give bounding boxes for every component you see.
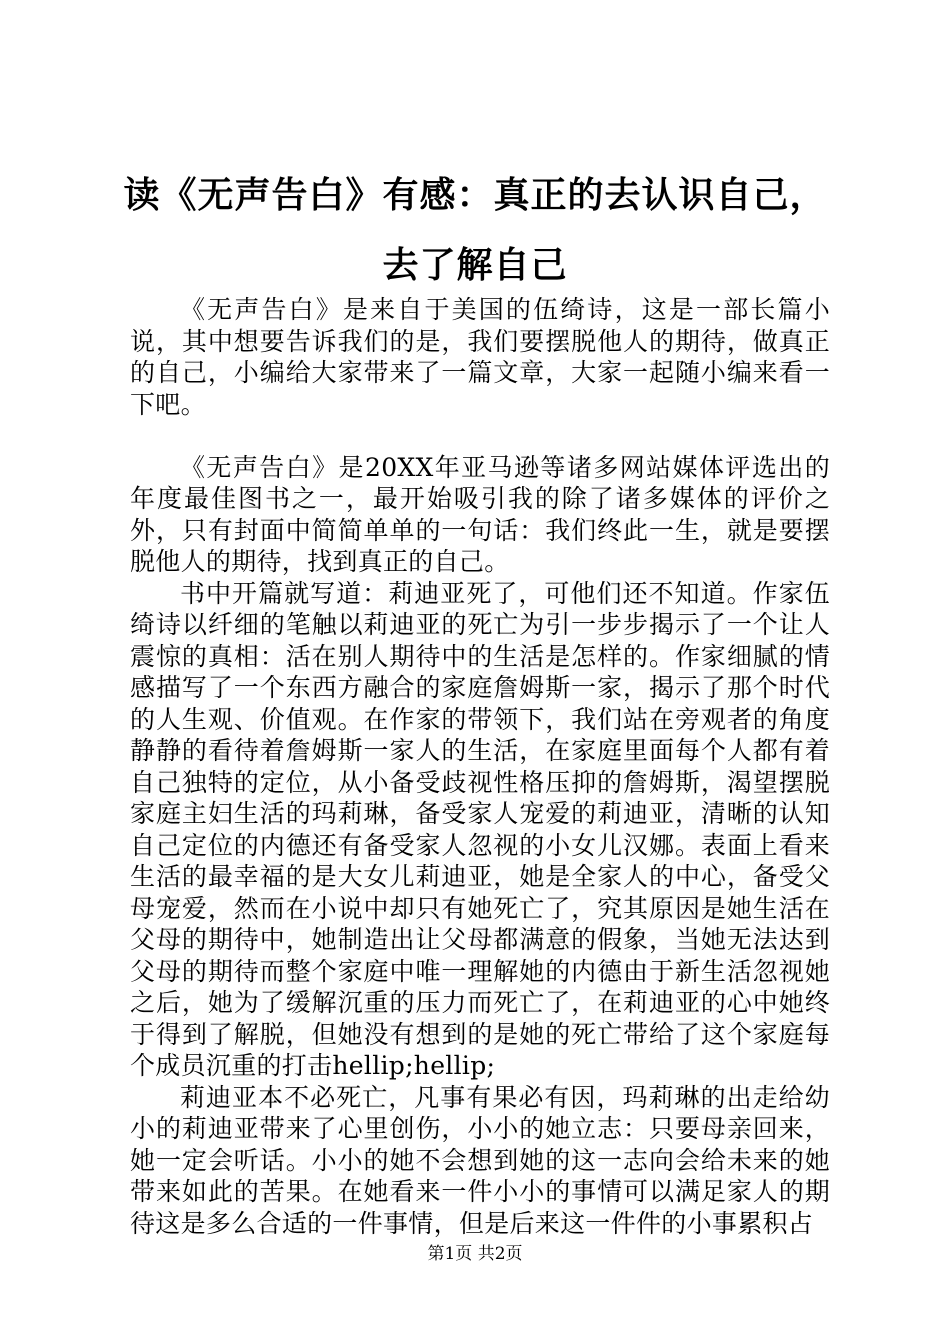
body-paragraph: 书中开篇就写道：莉迪亚死了，可他们还不知道。作家伍绮诗以纤细的笔触以莉迪亚的死亡为引一步步揭示了一个让人震惊的真相：活在别人期待中的生活是怎样的。作家细腻的情感描写了一个东西方融合的家庭詹姆斯一家，揭示了那个时代的人生观、价值观。在作家的带领下，我们站在旁观者的角度静静的看待着詹姆斯一家人的生活，在家庭里面每个人都有着自己独特的定位，从小备受歧视性格压抑的詹姆斯，渴望摆脱家庭主妇生活的玛莉琳，备受家人宠爱的莉迪亚，清晰的认知自己定位的内德还有备受家人忽视的小女儿汉娜。表面上看来生活的最幸福的是大女儿莉迪亚，她是全家人的中心，备受父母宠爱，然而在小说中却只有她死亡了，究其原因是她生活在父母的期待中，她制造出让父母都满意的假象，当她无法达到父母的期待而整个家庭中唯一理解她的内德由于新生活忽视她之后，她为了缓解沉重的压力而死亡了，在莉迪亚的心中她终于得到了解脱，但她没有想到的是她的死亡带给了这个家庭每个成员沉重的打击hellip;hellip; xyxy=(130,578,830,1080)
document-body xyxy=(130,294,830,1239)
document-title: 读《无声告白》有感：真正的去认识自己，去了解自己 xyxy=(123,174,827,286)
intro-paragraph: 《无声告白》是来自于美国的伍绮诗，这是一部长篇小说，其中想要告诉我们的是，我们要摆脱他人的期待，做真正的自己，小编给大家带来了一篇文章，大家一起随小编来看一下吧。 xyxy=(130,295,830,419)
page-number-footer: 第1页 共2页 xyxy=(427,1244,523,1264)
body-paragraph: 《无声告白》是20XX年亚马逊等诸多网站媒体评选出的年度最佳图书之一，最开始吸引我的除了诸多媒体的评价之外，只有封面中简简单单的一句话：我们终此一生，就是要摆脱他人的期待，找到真正的自己。 xyxy=(130,452,830,576)
body-paragraph: 莉迪亚本不必死亡，凡事有果必有因，玛莉琳的出走给幼小的莉迪亚带来了心里创伤，小小的她立志：只要母亲回来，她一定会听话。小小的她不会想到她的这一志向会给未来的她带来如此的苦果。在她看来一件小小的事情可以满足家人的期待这是多么合适的一件事情，但是后来这一件件的小事累积占 xyxy=(130,1082,830,1238)
